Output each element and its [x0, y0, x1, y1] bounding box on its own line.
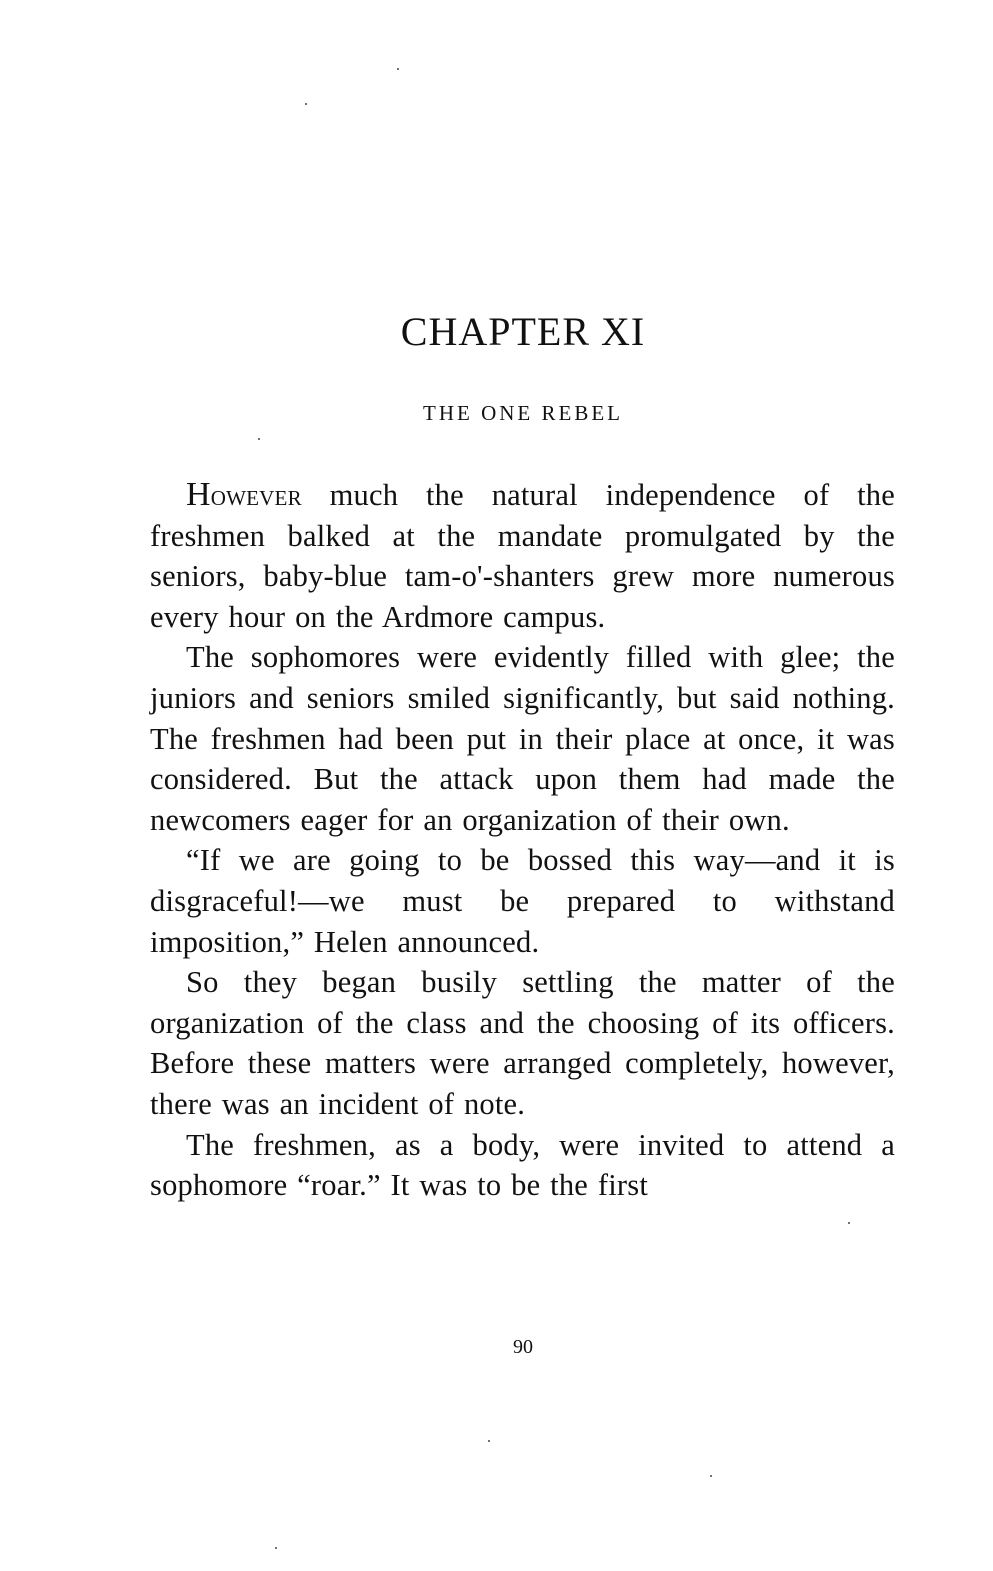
- paragraph-4: So they began busily settling the matter of the organization of the class and the choosing of its officers. Before these matters were arranged completely, however, there was an incident of note.: [150, 965, 895, 1121]
- paragraph-5: The freshmen, as a body, were invited to attend a sophomore “roar.” It was to be the first: [150, 1127, 895, 1203]
- lead-smallcaps: owever: [210, 478, 302, 512]
- paragraph-1: [150, 475, 895, 637]
- paragraph-2: The sophomores were evidently filled with glee; the juniors and seniors smiled significantly, but said nothing. The freshmen had been put in their place at once, it was considered. But the attack upon them had made the newcomers eager for an organization of their own.: [150, 640, 895, 837]
- page-number: 90: [513, 1336, 533, 1358]
- scan-speck: [710, 1475, 712, 1477]
- scan-speck: [305, 103, 307, 105]
- paragraph-3: “If we are going to be bossed this way—and it is disgraceful!—we must be prepared to withstand imposition,” Helen announced.: [150, 843, 895, 959]
- scan-speck: [848, 1222, 850, 1224]
- chapter-subtitle: THE ONE REBEL: [423, 401, 623, 425]
- lead-initial: H: [186, 476, 211, 513]
- body-text: [150, 475, 895, 1206]
- scan-speck: [397, 68, 399, 70]
- paragraph-1-text: much the natural independence of the freshmen balked at the mandate promulgated by the seniors, baby-blue tam-o'-shanters grew more numerous every hour on the Ardmore campus.: [150, 478, 895, 634]
- scan-speck: [275, 1547, 277, 1549]
- chapter-title: CHAPTER XI: [400, 309, 646, 354]
- scan-speck: [488, 1440, 490, 1442]
- scan-speck: [258, 438, 260, 440]
